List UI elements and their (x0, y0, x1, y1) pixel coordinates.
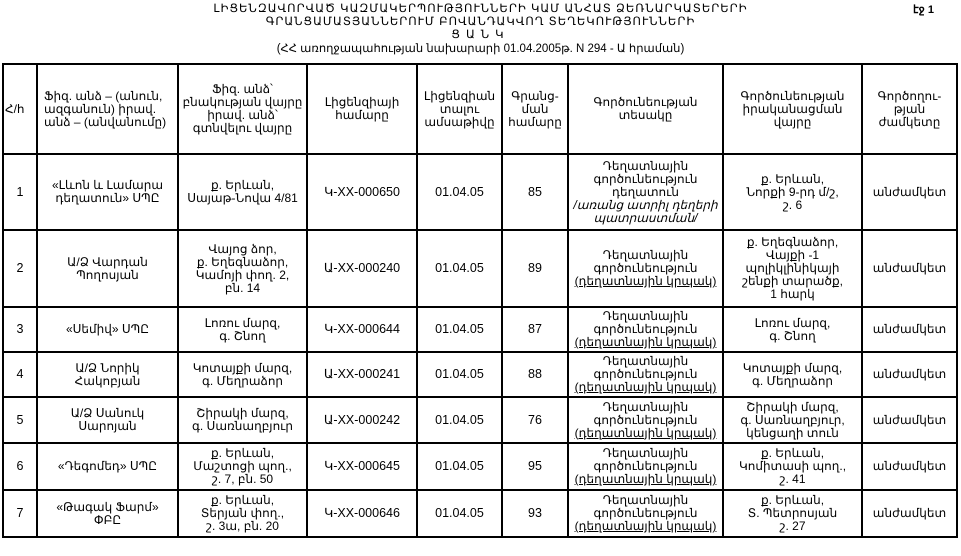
col-header-term: Գործողու- թյան ժամկետը (862, 64, 957, 154)
cell-license-number: Կ-XX-000646 (307, 490, 417, 537)
cell-line: շ. 27 (779, 519, 806, 533)
cell-license-date: 01.04.05 (417, 352, 502, 397)
cell-line: բն. 14 (224, 280, 261, 295)
cell-line: 1 հարկ (770, 287, 815, 301)
cell-registration-number: 76 (502, 397, 568, 443)
cell-line: (դեղատնային կրպակ) (574, 472, 717, 486)
col-header-address: Ֆիզ. անձ՝ բնակության վայրը իրավ. անձ՝ գտնվելու վայրը (178, 64, 307, 154)
cell-name (37, 490, 178, 537)
cell-line: «Լևոն և Լամարա (51, 178, 164, 192)
table-row (3, 490, 957, 537)
cell-line: Մաշտոցի պող., (193, 459, 292, 473)
table-row (3, 443, 957, 490)
cell-line: Նորքի 9-րդ մ/շ, (746, 184, 839, 199)
cell-line: Հակոբյան (74, 373, 141, 388)
cell-line: (դեղատնային կրպակ) (574, 425, 717, 440)
cell-license-number: Կ-XX-000644 (307, 307, 417, 352)
cell-registration-number: 87 (502, 307, 568, 352)
cell-line: շենքի տարածք, (742, 274, 843, 288)
cell-line: ք. Երևան, (210, 446, 275, 460)
col-header-license-number: Լիցենզիայի համարը (307, 64, 417, 154)
cell-line: Վայոց ձոր, (208, 241, 277, 256)
cell-registration-number: 95 (502, 443, 568, 490)
cell-address (178, 307, 307, 352)
cell-line: Սարոյան (78, 419, 137, 433)
cell-line: գործունեություն (593, 367, 698, 381)
cell-number: 7 (3, 490, 37, 537)
cell-line: (դեղատնային կրպակ) (574, 274, 717, 288)
cell-line: Դեղատնային (602, 354, 689, 368)
cell-line: շ. 41 (779, 472, 806, 486)
activity-note: /առանց ատրիլ դեղերի պատրաստման/ (573, 197, 718, 225)
cell-line: Դեղատնային (602, 493, 689, 507)
cell-line: ՓԲԸ (93, 512, 122, 527)
cell-line: գ. Շնող (769, 328, 816, 343)
cell-name (37, 443, 178, 490)
col-header-number: Հ/հ (3, 64, 37, 154)
cell-line: գործունեություն (593, 322, 698, 336)
cell-line: դեղատուն» ՍՊԸ (55, 191, 160, 205)
cell-term: անժամկետ (862, 490, 957, 537)
document-title-line-2: ԳՐԱՆՑԱՄԱՏՅԱՆՆԵՐՈՒՄ ԲՈՎԱՆԴԱԿՎՈՂ ՏԵՂԵԿՈՒԹՅՈՒՆՆԵՐԻ (265, 16, 696, 28)
cell-term: անժամկետ (862, 154, 957, 230)
cell-license-number: Ա-XX-000240 (307, 230, 417, 307)
cell-term: անժամկետ (862, 307, 957, 352)
cell-activity-place (723, 443, 862, 490)
cell-activity-place (723, 397, 862, 443)
cell-term: անժամկետ (862, 352, 957, 397)
cell-line: գործունեություն (593, 459, 698, 473)
cell-line: Լոռու մարզ, (204, 315, 281, 330)
cell-line: «Սեմիվ» ՍՊԸ (65, 322, 150, 336)
cell-line: շ. 6 (782, 197, 803, 212)
cell-activity-type (568, 230, 723, 307)
cell-line: Ա/Ձ Նորիկ (75, 360, 140, 375)
cell-line: գ. Սառնաղբյուր, (740, 412, 845, 427)
cell-license-date: 01.04.05 (417, 490, 502, 537)
cell-name (37, 154, 178, 230)
cell-line: Կոտայքի մարզ, (192, 360, 293, 375)
cell-line: (դեղատնային կրպակ) (574, 335, 717, 349)
table-row (3, 230, 957, 307)
cell-activity-type (568, 490, 723, 537)
cell-line: Շիրակի մարզ, (746, 399, 839, 414)
table-row (3, 352, 957, 397)
cell-line: ք. Երևան, (760, 493, 825, 507)
cell-line: Սայաթ-Նովա 4/81 (187, 191, 298, 205)
cell-activity-place (723, 352, 862, 397)
cell-activity-place (723, 230, 862, 307)
cell-line: ք. Երևան, (760, 171, 825, 186)
cell-number: 6 (3, 443, 37, 490)
cell-line: Լոռու մարզ, (754, 315, 831, 330)
cell-address (178, 443, 307, 490)
cell-line: գործունեություն (593, 261, 698, 275)
cell-number: 2 (3, 230, 37, 307)
cell-name (37, 307, 178, 352)
cell-line: ք. Երևան, (210, 178, 275, 192)
cell-line: շ. 7, բն. 50 (211, 472, 274, 486)
cell-line: Դեղատնային (602, 446, 689, 460)
cell-line: գործունեություն (593, 171, 698, 186)
cell-term: անժամկետ (862, 230, 957, 307)
cell-address (178, 490, 307, 537)
cell-line: Ա/Ձ Վարդան (67, 254, 148, 269)
col-header-registration-number: Գրանց- ման համարը (502, 64, 568, 154)
cell-name (37, 352, 178, 397)
cell-line: (դեղատնային կրպակ) (574, 519, 717, 533)
cell-line: Դեղատնային (602, 309, 689, 323)
cell-line: կենցաղի տուն (746, 425, 839, 440)
cell-line: Կամոյի փող. 2, (195, 267, 290, 282)
cell-line: ք. Երևան, (210, 493, 275, 507)
cell-term: անժամկետ (862, 397, 957, 443)
cell-line: գ. Սառնաղբյուր (191, 419, 293, 433)
cell-line: ք. Եղեգնաձոր, (196, 254, 289, 269)
table-row (3, 307, 957, 352)
cell-line: «Դեգոմեդ» ՍՊԸ (57, 459, 158, 473)
cell-address (178, 397, 307, 443)
cell-line: «Թագակ Ֆարմ» (56, 499, 159, 514)
cell-line: դեղատուն (612, 184, 679, 199)
cell-registration-number: 88 (502, 352, 568, 397)
cell-line: Կոտայքի մարզ, (742, 360, 843, 375)
document-title-line-3: ՑԱՆԿ (451, 29, 510, 41)
cell-activity-type (568, 307, 723, 352)
cell-line: շ. 3ա, բն. 20 (206, 519, 279, 533)
col-header-activity-type: Գործունեության տեսակը (568, 64, 723, 154)
table-header-row (3, 64, 957, 154)
cell-line: (դեղատնային կրպակ) (574, 380, 717, 394)
cell-line: Կոմիտասի պող., (738, 459, 847, 473)
cell-line: գ. Մեղրաձոր (201, 373, 284, 388)
cell-line: Վայքի -1 (765, 248, 820, 262)
cell-line: Ա/Ձ Սանուկ (70, 406, 145, 420)
cell-license-number: Ա-XX-000241 (307, 352, 417, 397)
cell-term: անժամկետ (862, 443, 957, 490)
cell-line: գ. Շնող (219, 328, 266, 343)
cell-license-number: Կ-XX-000650 (307, 154, 417, 230)
cell-line: Պողոսյան (76, 267, 139, 282)
cell-license-number: Կ-XX-000645 (307, 443, 417, 490)
document-subtitle: (ՀՀ առողջապահության նախարարի 01.04.2005թ. N 294 - Ա հրաման) (276, 43, 685, 55)
cell-license-date: 01.04.05 (417, 307, 502, 352)
cell-line: պոլիկլինիկայի (745, 261, 840, 275)
cell-license-date: 01.04.05 (417, 443, 502, 490)
cell-activity-type (568, 397, 723, 443)
col-header-activity-place: Գործունեության իրականացման վայրը (723, 64, 862, 154)
cell-address (178, 154, 307, 230)
cell-line: Դեղատնային (602, 248, 689, 262)
page-number: էջ 1 (913, 4, 934, 16)
license-registry-table (2, 63, 958, 538)
cell-activity-type (568, 154, 723, 230)
cell-line: գ. Մեղրաձոր (751, 373, 834, 388)
cell-address (178, 352, 307, 397)
col-header-license-date: Լիցենզիան տալու ամսաթիվը (417, 64, 502, 154)
cell-line: Տերյան փող., (200, 506, 285, 520)
cell-line: Շիրակի մարզ, (196, 406, 289, 420)
cell-line: ք. Երևան, (760, 446, 825, 460)
document-title-line-1: ԼԻՑԵՆԶԱՎՈՐՎԱԾ ԿԱԶՄԱԿԵՐՊՈՒԹՅՈՒՆՆԵՐԻ ԿԱՄ ԱՆՀԱՏ ՁԵՌՆԱՐԿԱՏԵՐԵՐԻ (213, 3, 748, 15)
cell-license-date: 01.04.05 (417, 154, 502, 230)
cell-line: գործունեություն (593, 412, 698, 427)
cell-line: ք. Եղեգնաձոր, (746, 235, 839, 249)
cell-registration-number: 93 (502, 490, 568, 537)
table-row (3, 154, 957, 230)
cell-address (178, 230, 307, 307)
cell-registration-number: 85 (502, 154, 568, 230)
cell-activity-place (723, 154, 862, 230)
cell-activity-place (723, 307, 862, 352)
cell-number: 3 (3, 307, 37, 352)
cell-number: 4 (3, 352, 37, 397)
cell-line: Տ. Պետրոսյան (747, 506, 838, 520)
cell-name (37, 230, 178, 307)
cell-line: գործունեություն (593, 506, 698, 520)
col-header-name: Ֆիզ. անձ – (անուն, ազգանուն) իրավ. անձ – (անվանումը) (37, 64, 178, 154)
cell-license-number: Ա-XX-000242 (307, 397, 417, 443)
cell-license-date: 01.04.05 (417, 230, 502, 307)
cell-activity-type (568, 352, 723, 397)
cell-name (37, 397, 178, 443)
table-row (3, 397, 957, 443)
cell-line: Դեղատնային (602, 399, 689, 414)
cell-activity-place (723, 490, 862, 537)
cell-number: 1 (3, 154, 37, 230)
cell-license-date: 01.04.05 (417, 397, 502, 443)
cell-registration-number: 89 (502, 230, 568, 307)
cell-activity-type (568, 443, 723, 490)
cell-line: Դեղատնային (602, 158, 689, 173)
cell-number: 5 (3, 397, 37, 443)
